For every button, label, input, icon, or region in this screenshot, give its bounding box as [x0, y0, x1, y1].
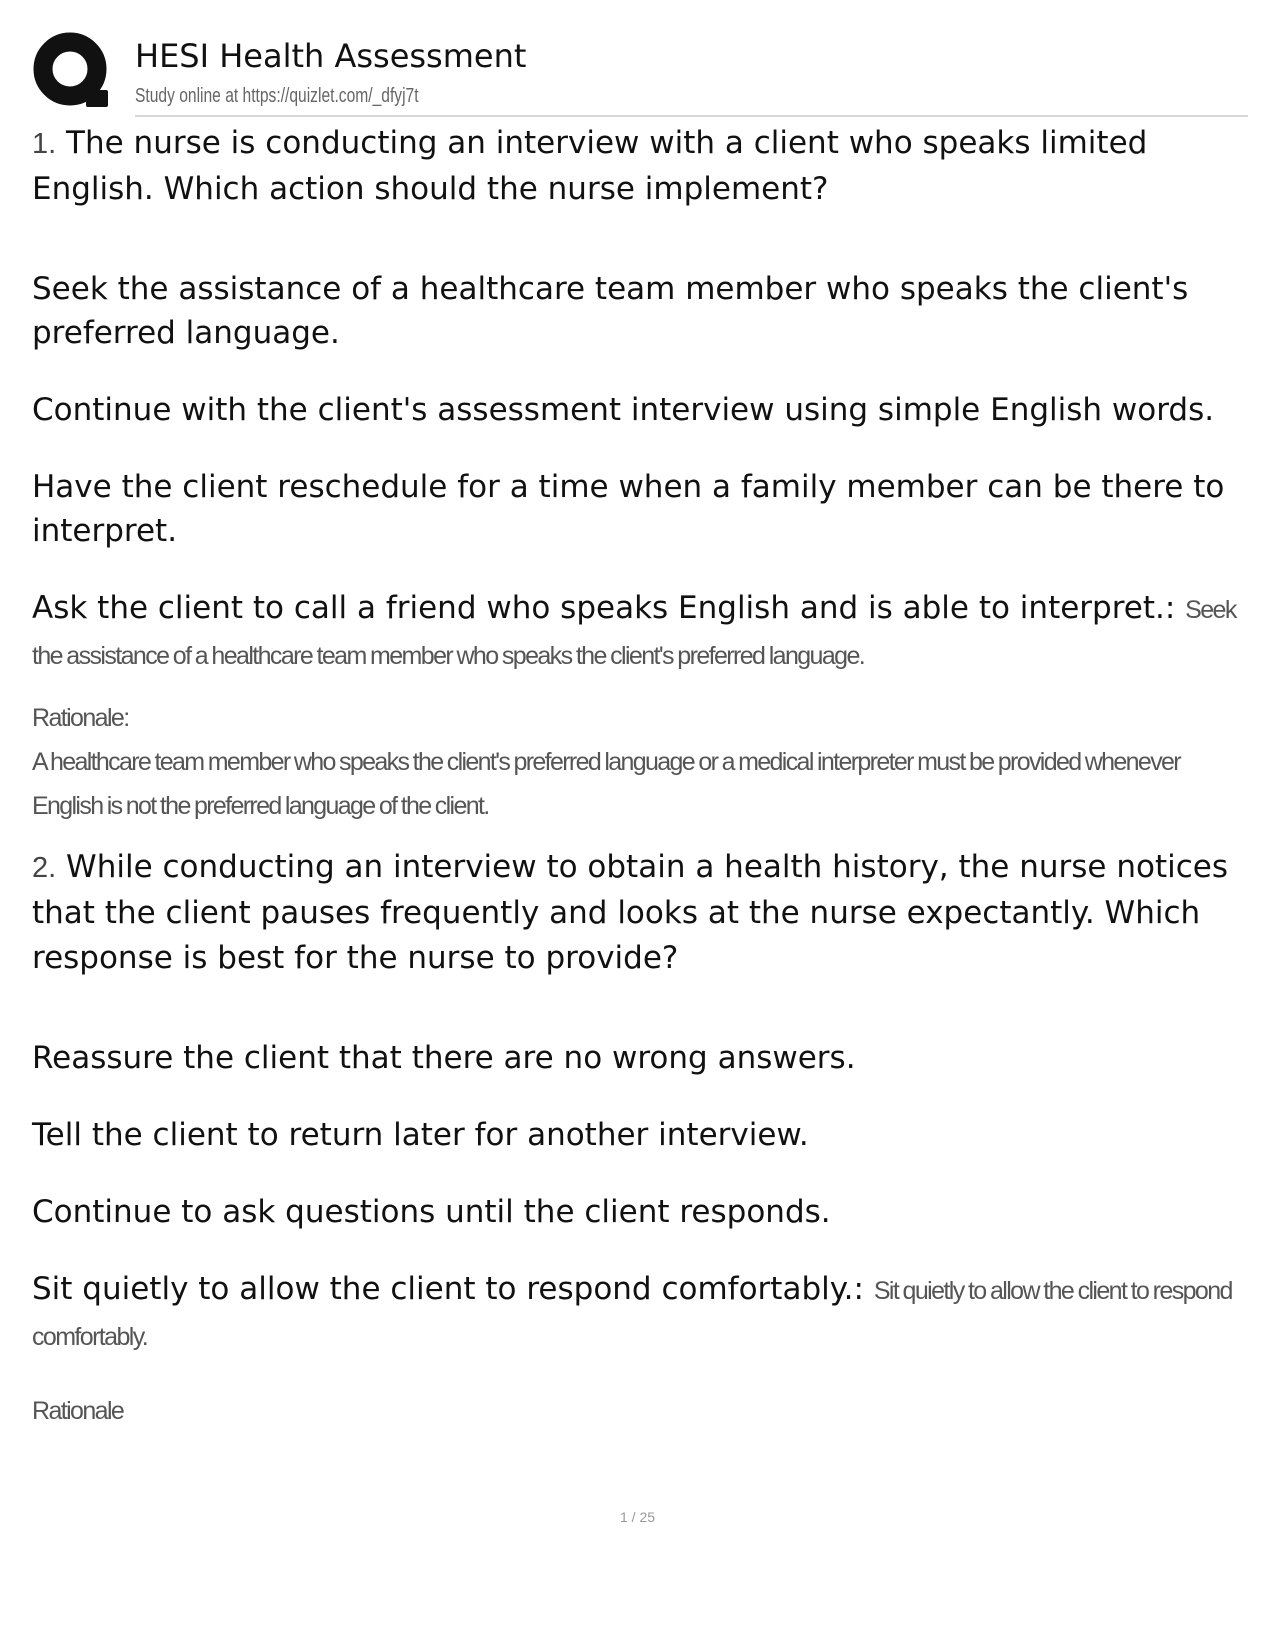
quizlet-logo-icon: [32, 32, 112, 114]
question-2-option-1: Reassure the client that there are no wrong answers.: [32, 1040, 856, 1076]
page-number: 1 / 25: [619, 1509, 656, 1525]
question-1-option-1: Seek the assistance of a healthcare team member who speaks the client's preferred language.: [32, 271, 1189, 351]
document-header: [32, 32, 1248, 116]
question-1-options: [32, 267, 1254, 678]
question-card-2: [32, 845, 1254, 1433]
study-online-link[interactable]: Study online at https://quizlet.com/_dfyj7t: [135, 85, 419, 107]
question-2-option-2: Tell the client to return later for another interview.: [32, 1117, 809, 1153]
question-1-option-4: Ask the client to call a friend who speaks English and is able to interpret.:: [32, 590, 1176, 626]
question-2-text: While conducting an interview to obtain a health history, the nurse notices that the client pauses frequently and looks at the nurse expectantly. Which response is best for the nurse to provide?: [32, 849, 1228, 976]
question-card-1: [32, 121, 1254, 845]
question-1-number: 1.: [32, 128, 57, 160]
question-1-text-block: [32, 121, 1254, 212]
document-title: HESI Health Assessment: [135, 37, 527, 75]
question-2-options: [32, 1036, 1254, 1359]
question-2-option-4-with-answer: [32, 1267, 1254, 1359]
question-1-option-4-with-answer: [32, 586, 1254, 678]
question-1-answer: Seek the assistance of a healthcare team member who speaks the client's preferred language.: [32, 596, 1236, 670]
question-2-rationale-label: Rationale: [32, 1397, 124, 1425]
question-1-rationale-text: A healthcare team member who speaks the client's preferred language or a medical interpreter must be provided whenever English is not the preferred language of the client.: [32, 748, 1180, 820]
flashcard-content: [32, 121, 1254, 1433]
question-2-answer: Sit quietly to allow the client to respond comfortably.: [32, 1277, 1232, 1351]
question-2-option-4: Sit quietly to allow the client to respond comfortably.:: [32, 1271, 864, 1307]
question-2-text-block: [32, 845, 1254, 981]
question-2-option-3: Continue to ask questions until the client responds.: [32, 1194, 831, 1230]
question-1-option-3: Have the client reschedule for a time when a family member can be there to interpret.: [32, 469, 1225, 549]
question-1-option-2: Continue with the client's assessment interview using simple English words.: [32, 392, 1215, 428]
question-2-number: 2.: [32, 852, 57, 884]
question-1-text: The nurse is conducting an interview with a client who speaks limited English. Which action should the nurse implement?: [32, 125, 1148, 207]
header-divider: [135, 115, 1248, 117]
question-1-rationale-label: Rationale:: [32, 704, 129, 732]
